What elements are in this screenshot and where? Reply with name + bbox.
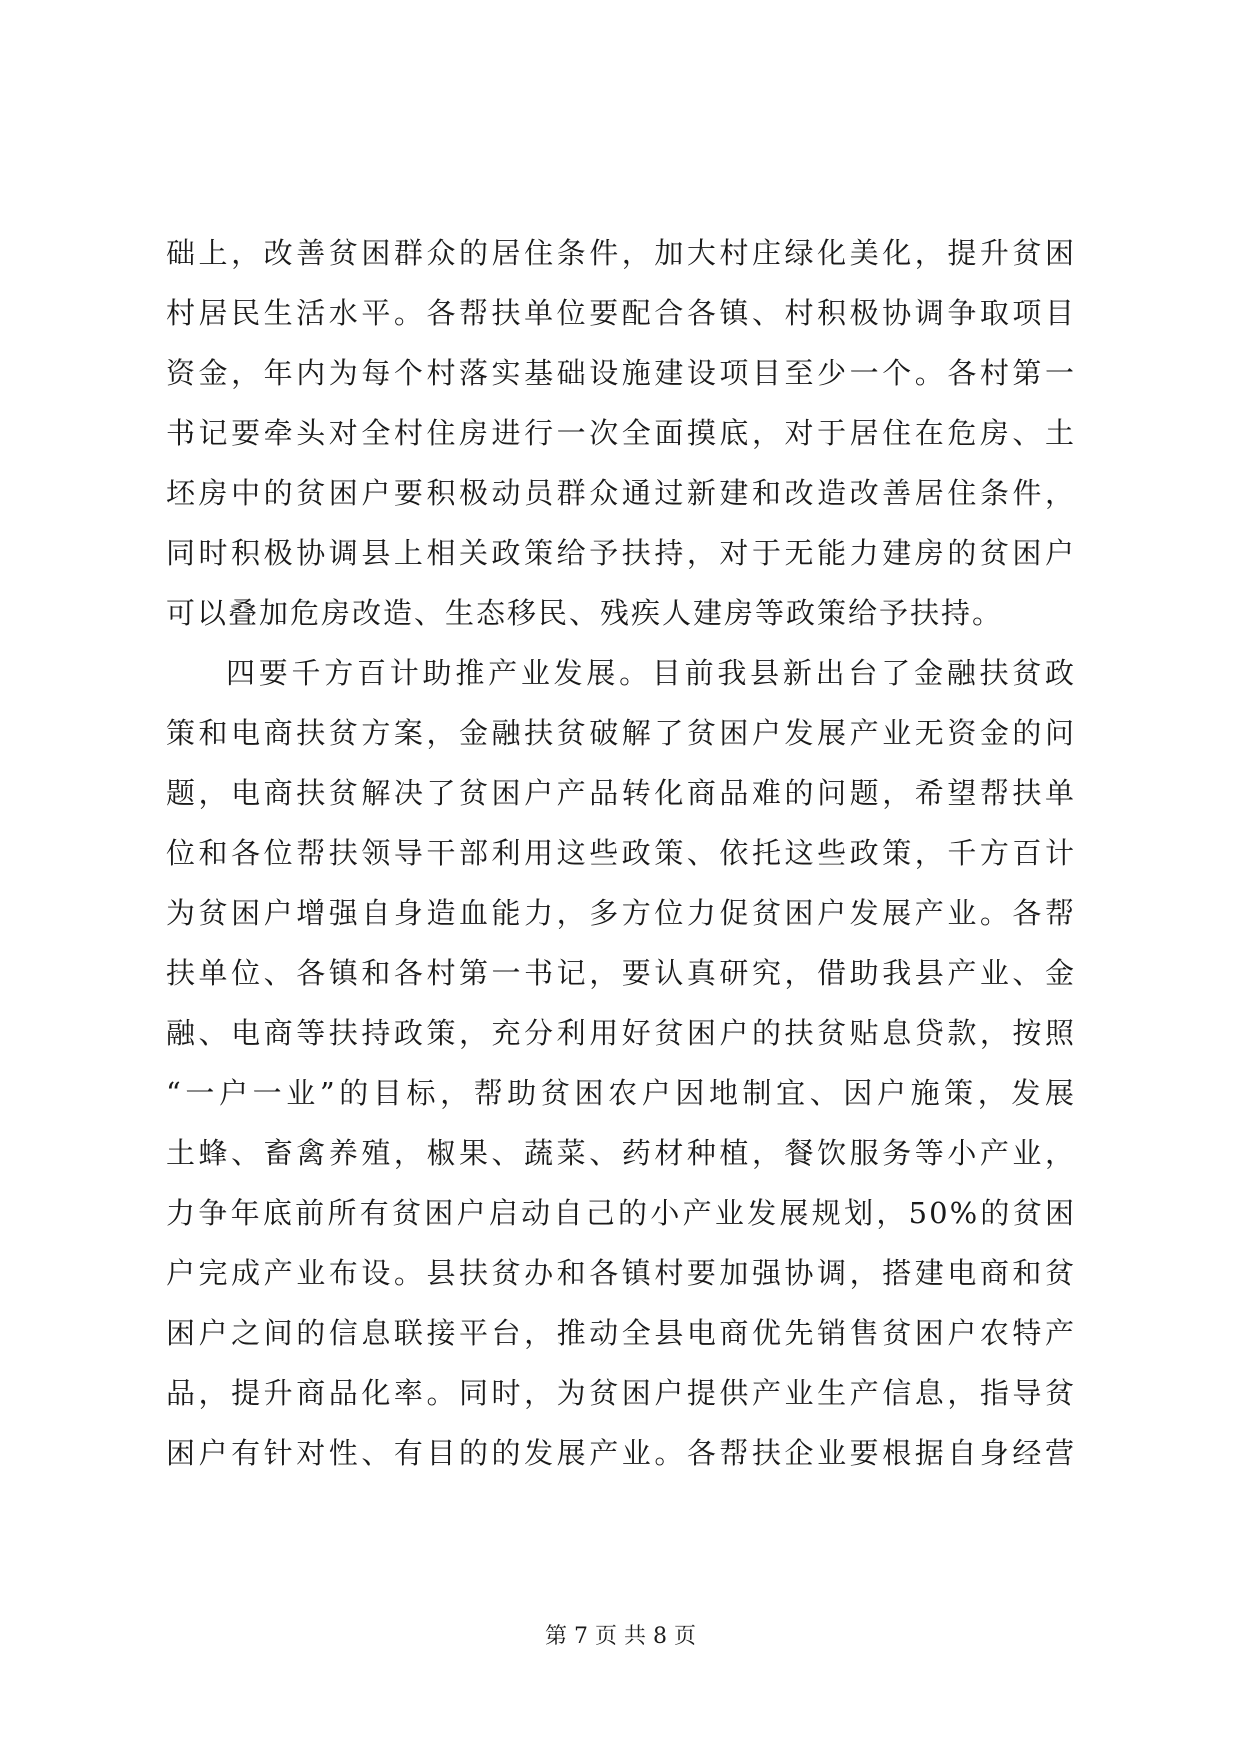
text-line: 坯房中的贫困户要积极动员群众通过新建和改造改善居住条件， xyxy=(166,476,1076,510)
text-line: 为贫困户增强自身造血能力，多方位力促贫困户发展产业。各帮 xyxy=(166,896,1076,930)
text-line: “一户一业”的目标，帮助贫困农户因地制宜、因户施策，发展 xyxy=(166,1076,1076,1110)
text-line: 题，电商扶贫解决了贫困户产品转化商品难的问题，希望帮扶单 xyxy=(166,776,1076,810)
text-line: 户完成产业布设。县扶贫办和各镇村要加强协调，搭建电商和贫 xyxy=(166,1256,1076,1290)
text-line: 资金，年内为每个村落实基础设施建设项目至少一个。各村第一 xyxy=(166,356,1076,390)
text-line: 策和电商扶贫方案，金融扶贫破解了贫困户发展产业无资金的问 xyxy=(166,716,1076,750)
text-line: 础上，改善贫困群众的居住条件，加大村庄绿化美化，提升贫困 xyxy=(166,236,1076,270)
text-line: 融、电商等扶持政策，充分利用好贫困户的扶贫贴息贷款，按照 xyxy=(166,1016,1076,1050)
text-line: 书记要牵头对全村住房进行一次全面摸底，对于居住在危房、土 xyxy=(166,416,1076,450)
text-line: 位和各位帮扶领导干部利用这些政策、依托这些政策，千方百计 xyxy=(166,836,1076,870)
text-line: 土蜂、畜禽养殖，椒果、蔬菜、药材种植，餐饮服务等小产业， xyxy=(166,1136,1076,1170)
text-line: 可以叠加危房改造、生态移民、残疾人建房等政策给予扶持。 xyxy=(166,596,1004,630)
text-line: 扶单位、各镇和各村第一书记，要认真研究，借助我县产业、金 xyxy=(166,956,1076,990)
text-line: 力争年底前所有贫困户启动自己的小产业发展规划，50%的贫困 xyxy=(166,1196,1076,1230)
paragraph-first-line: 四要千方百计助推产业发展。目前我县新出台了金融扶贫政 xyxy=(226,656,1076,690)
text-line: 困户有针对性、有目的的发展产业。各帮扶企业要根据自身经营 xyxy=(166,1436,1076,1470)
text-line: 同时积极协调县上相关政策给予扶持，对于无能力建房的贫困户 xyxy=(166,536,1076,570)
text-line: 困户之间的信息联接平台，推动全县电商优先销售贫困户农特产 xyxy=(166,1316,1076,1350)
page-number: 第 7 页 共 8 页 xyxy=(545,1624,696,1649)
text-line: 村居民生活水平。各帮扶单位要配合各镇、村积极协调争取项目 xyxy=(166,296,1076,330)
text-line: 品，提升商品化率。同时，为贫困户提供产业生产信息，指导贫 xyxy=(166,1376,1076,1410)
